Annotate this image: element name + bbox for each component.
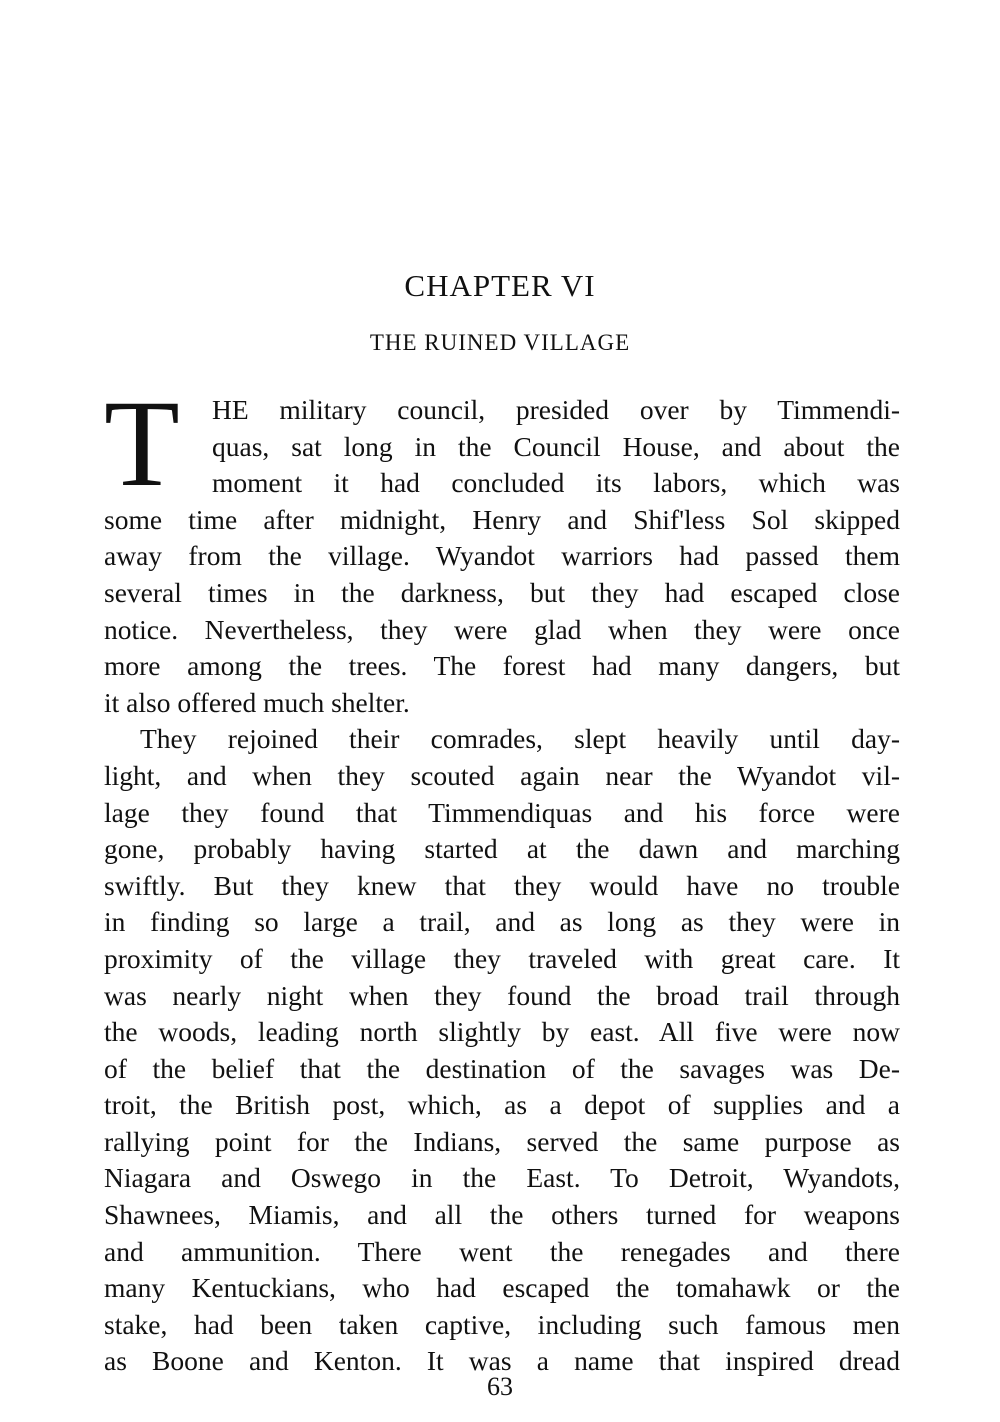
text-line: several times in the darkness, but they had escaped close: [104, 576, 900, 608]
chapter-title: CHAPTER VI: [404, 268, 596, 303]
text-line: swiftly. But they knew that they would have no trouble: [104, 869, 900, 901]
page-number: 63: [487, 1372, 513, 1401]
text-line: was nearly night when they found the broad trail through: [104, 979, 900, 1011]
text-line: lage they found that Timmendiquas and his force were: [104, 796, 900, 828]
paragraph-2: [104, 721, 900, 1380]
drop-cap: T: [104, 375, 180, 512]
text-line: in finding so large a trail, and as long as they were in: [104, 906, 900, 938]
text-line: light, and when they scouted again near the Wyandot vil-: [104, 759, 900, 791]
text-line: Niagara and Oswego in the East. To Detroit, Wyandots,: [104, 1162, 900, 1194]
text-line: and ammunition. There went the renegades and there: [104, 1235, 900, 1267]
text-line: as Boone and Kenton. It was a name that inspired dread: [104, 1345, 900, 1377]
text-line: the woods, leading north slightly by east. All five were now: [104, 1016, 900, 1048]
text-line: They rejoined their comrades, slept heavily until day-: [140, 723, 900, 755]
text-line: rallying point for the Indians, served the same purpose as: [104, 1125, 900, 1157]
text-line: many Kentuckians, who had escaped the tomahawk or the: [104, 1272, 900, 1304]
text-line: HE military council, presided over by Timmendi-: [212, 394, 900, 425]
text-line: it also offered much shelter.: [104, 686, 410, 718]
body-text: [104, 375, 900, 1380]
chapter-subtitle: THE RUINED VILLAGE: [369, 330, 631, 355]
text-line: some time after midnight, Henry and Shif'less Sol skipped: [104, 503, 900, 535]
text-line: moment it had concluded its labors, which was: [212, 467, 900, 499]
text-line: quas, sat long in the Council House, and about the: [212, 430, 900, 462]
text-line: of the belief that the destination of the savages was De-: [104, 1052, 900, 1084]
text-line: more among the trees. The forest had many dangers, but: [104, 650, 900, 682]
paragraph-1: [104, 375, 900, 721]
text-line: away from the village. Wyandot warriors had passed them: [104, 540, 900, 572]
text-line: troit, the British post, which, as a depot of supplies and a: [104, 1089, 900, 1121]
text-line: gone, probably having started at the dawn and marching: [104, 833, 900, 865]
text-line: proximity of the village they traveled with great care. It: [104, 942, 900, 974]
text-line: stake, had been taken captive, including such famous men: [104, 1308, 900, 1340]
text-line: Shawnees, Miamis, and all the others turned for weapons: [104, 1199, 900, 1231]
text-line: notice. Nevertheless, they were glad when they were once: [104, 613, 900, 645]
